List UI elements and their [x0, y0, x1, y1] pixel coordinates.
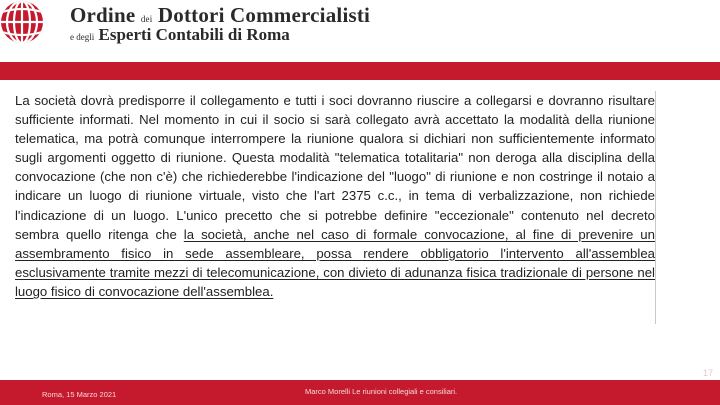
body-text-underlined: la società, anche nel caso di formale convocazione, al fine di prevenire un assembramento fisico in sede assembleare, possa rendere obbligatorio l'intervento all'assemblea esclusivamente tramite mezzi di telecomunicazione, con divieto di adunanza fisica tradizionale di persone nel luogo fisico di convocazione dell'assemblea.: [15, 226, 655, 299]
ordine-logo-icon: [0, 0, 50, 44]
body-paragraph: [15, 91, 655, 301]
org-words-esperti: Esperti Contabili di Roma: [98, 25, 290, 44]
body-text: La società dovrà predisporre il collegamento e tutti i soci dovranno riuscire a collegarsi e dovranno risultare sufficiente informati. Nel momento in cui il socio si sarà collegato avrà accettato la modalità della riunione telematica, ma potrà comunque interrompere la riunione qualora si dichiari non sufficientemente informato sugli argomenti oggetto di riunione. Questa modalità "telematica totalitaria" non deroga alla disciplina della convocazione (che non c'è) che richiederebbe l'indicazione del "luogo" di riunione e non costringe il notaio a indicare un luogo di riunione virtuale, visto che l'art 2375 c.c., in tema di verbalizzazione, non richiede l'indicazione di un luogo. L'unico precetto che si potrebbe definire "eccezionale" contenuto nel decreto sembra quello ritenga che: [15, 93, 655, 242]
org-word-dei: dei: [140, 14, 153, 24]
slide-text-box: [15, 91, 656, 324]
red-header-band: [0, 62, 720, 80]
header: [0, 0, 720, 58]
org-words-e-degli: e degli: [70, 32, 95, 42]
footer-date: Roma, 15 Marzo 2021: [42, 390, 117, 399]
org-word-ordine: Ordine: [70, 3, 136, 27]
page-number: 17: [703, 368, 714, 378]
footer-bar: [0, 380, 720, 405]
org-words-dottori: Dottori Commercialisti: [157, 3, 371, 27]
footer-title: Marco Morelli Le riunioni collegiali e consiliari.: [305, 387, 458, 396]
